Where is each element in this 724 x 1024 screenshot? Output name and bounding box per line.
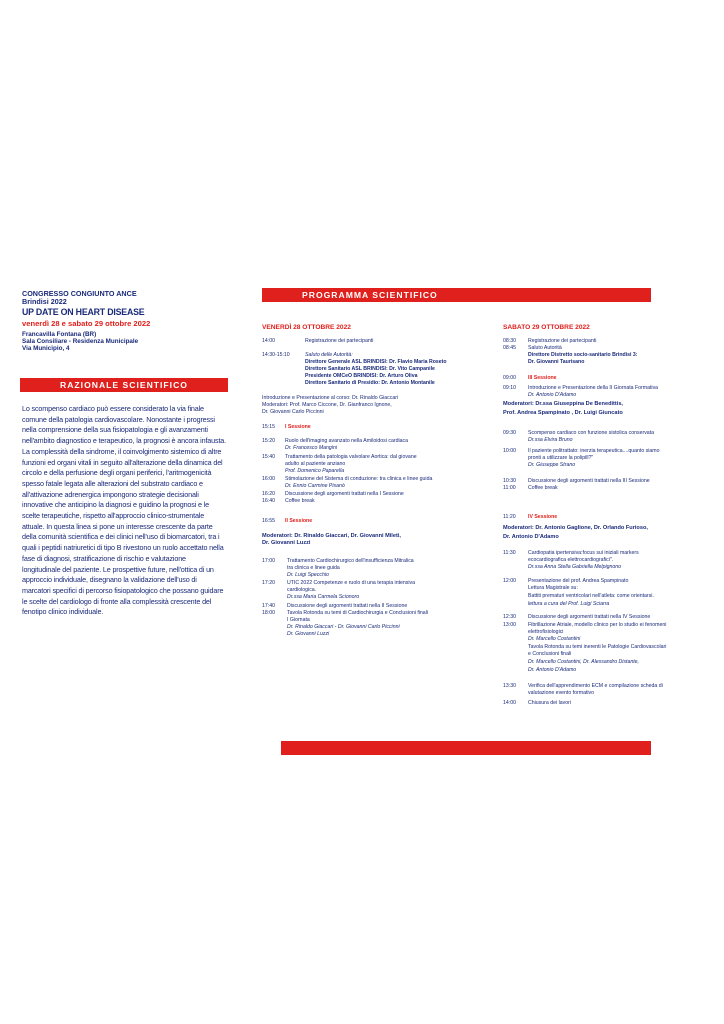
- venue-line-2: Sala Consiliare - Residenza Municipale: [22, 338, 139, 345]
- programma-heading: [262, 288, 651, 302]
- sat-speaker-5: Dr. Giuseppe Strano: [528, 462, 576, 468]
- sat-item-11c: Tavola Rotonda su temi inerenti le Patologie Cardiovascolari: [528, 644, 667, 650]
- fri-moderators-2a: Moderatori: Dr. Rinaldo Giaccari, Dr. Giovanni Mileti,: [262, 533, 401, 539]
- fri-moderators-2b: Dr. Giovanni Luzzi: [262, 540, 311, 546]
- sat-item-12b: valutazione evento formativo: [528, 690, 595, 696]
- razionale-heading: RAZIONALE SCIENTIFICO: [20, 378, 228, 392]
- fri-time-3: 15:20: [262, 438, 275, 444]
- event-title: UP DATE ON HEART DISEASE: [22, 307, 145, 317]
- fri-moderators-1a: Moderatori: Prof. Marco Ciccone, Dr. Gianfranco Ignone,: [262, 402, 392, 408]
- sat-authority-1: Direttore Distretto socio-sanitario Brindisi 3:: [528, 352, 638, 358]
- sat-moderators-4b: Dr. Antonio D'Adamo: [503, 534, 559, 540]
- sat-speaker-11a: Dr. Marcello Costantini: [528, 636, 581, 642]
- sat-time-2: 08:45: [503, 345, 516, 351]
- fri-authority-3: Presidente OMCeO BRINDISI: Dr. Arturo Oliva: [305, 373, 418, 379]
- sat-s3-time: 09:00: [503, 375, 516, 381]
- fri-speaker-9: Dr.ssa Maria Carmela Scionoro: [287, 594, 360, 600]
- sat-item-10: Discussione degli argomenti trattati nella IV Sessione: [528, 614, 651, 620]
- sat-item-1: Registrazione dei partecipanti: [528, 338, 597, 344]
- footer-band: [281, 741, 651, 755]
- fri-time-9: 17:20: [262, 580, 275, 586]
- fri-speaker-4: Prof. Domenico Paparella: [285, 468, 345, 474]
- fri-time-11: 18:00: [262, 610, 275, 616]
- sat-item-9a: Presentazione del prof. Andrea Spampinato: [528, 578, 629, 584]
- sat-item-2: Saluto Autorità: [528, 345, 562, 351]
- fri-item-11b: I Giornata: [287, 617, 310, 623]
- sat-speaker-4: Dr.ssa Elvira Bruno: [528, 437, 573, 443]
- fri-intro: Introduzione e Presentazione al corso: Dr. Rinaldo Giaccari: [262, 395, 399, 401]
- friday-title: VENERDÌ 28 OTTOBRE 2022: [262, 324, 351, 331]
- sat-item-9c: Battiti prematuri ventricolari nell'atleta: come orientarsi.: [528, 593, 654, 599]
- fri-item-4b: adulto al paziente anziano: [285, 461, 346, 467]
- fri-item-2: Saluto delle Autorità:: [305, 352, 353, 358]
- fri-speaker-8: Dr. Luigi Specchio: [287, 572, 329, 578]
- sat-time-3: 09:10: [503, 385, 516, 391]
- sat-item-13: Chiusura dei lavori: [528, 700, 571, 706]
- sat-item-9d: lettura a cura del Prof. Luigi Sciarra: [528, 601, 610, 607]
- fri-speaker-3: Dr. Francesco Mangini: [285, 445, 337, 451]
- fri-time-5: 16:00: [262, 476, 275, 482]
- sat-session-4: IV Sessione: [528, 514, 558, 520]
- sat-item-11d: e Conclusioni finali: [528, 651, 572, 657]
- sat-moderators-3a: Moderatori: Dr.ssa Giuseppina De Benedittis,: [503, 401, 623, 407]
- fri-item-5: Stimolazione del Sistema di conduzione: tra clinica e linee guida: [285, 476, 433, 482]
- fri-item-7: Coffee break: [285, 498, 315, 504]
- fri-item-6: Discussione degli argomenti trattati nella I Sessione: [285, 491, 404, 497]
- sat-item-5b: pronti a utilizzare la polipill?": [528, 455, 594, 461]
- sat-time-11: 13:00: [503, 622, 516, 628]
- sat-item-7: Coffee break: [528, 485, 558, 491]
- sat-session-3: III Sessione: [528, 375, 557, 381]
- fri-authority-2: Direttore Sanitario ASL BRINDISI: Dr. Vito Campanile: [305, 366, 435, 372]
- fri-time-1: 14:00: [262, 338, 275, 344]
- sat-speaker-8: Dr.ssa Anna Stella Gabriella Melpignono: [528, 564, 622, 570]
- fri-s1-time: 15:15: [262, 424, 275, 430]
- sat-time-7: 11:00: [503, 485, 516, 491]
- sat-item-8a: Cardiopatia ipertensiva:focus sui iniziali markers: [528, 550, 639, 556]
- fri-speaker-11a: Dr. Rinaldo Giaccari - Dr. Giovanni Carlo Piccinni: [287, 624, 400, 630]
- sat-item-8b: ecocardiografica elettrocardiografici".: [528, 557, 614, 563]
- sat-time-13: 14:00: [503, 700, 516, 706]
- venue-line-1: Francavilla Fontana (BR): [22, 331, 97, 338]
- sat-s4-time: 11:20: [503, 514, 516, 520]
- fri-time-2: 14:30-15:10: [262, 352, 290, 358]
- sat-item-6: Discussione degli argomenti trattati nella III Sessione: [528, 478, 650, 484]
- venue-line-3: Via Municipio, 4: [22, 345, 70, 352]
- congress-name: CONGRESSO CONGIUNTO ANCE: [22, 289, 137, 298]
- fri-item-11a: Tavola Rotonda su temi di Cardiochirurgia e Conclusioni finali: [287, 610, 428, 616]
- sat-time-1: 08:30: [503, 338, 516, 344]
- sat-item-4: Scompenso cardiaco con funzione sistolica conservata: [528, 430, 655, 436]
- fri-moderators-1b: Dr. Giovanni Carlo Piccinni: [262, 409, 324, 415]
- fri-time-4: 15:40: [262, 454, 275, 460]
- sat-time-6: 10:30: [503, 478, 516, 484]
- fri-item-8a: Trattamento Cardiochirurgico dell'insufficienza Mitralica: [287, 558, 414, 564]
- programma-heading-label: PROGRAMMA SCIENTIFICO: [302, 290, 438, 300]
- sat-item-9b: Lettura Magistrale su:: [528, 585, 578, 591]
- saturday-title: SABATO 29 OTTOBRE 2022: [503, 324, 590, 331]
- sat-time-9: 12:00: [503, 578, 516, 584]
- sat-time-12: 13:30: [503, 683, 516, 689]
- sat-item-12a: Verifica dell'apprendimento ECM e compilazione scheda di: [528, 683, 663, 689]
- sat-time-8: 11:30: [503, 550, 516, 556]
- sat-item-5a: Il paziente politrattato: inerzia terapeutica....quanto siamo: [528, 448, 660, 454]
- fri-session-1: I Sessione: [285, 424, 311, 430]
- fri-s2-time: 16:55: [262, 518, 275, 524]
- fri-time-8: 17:00: [262, 558, 275, 564]
- fri-item-10: Discussione degli argomenti trattati nella II Sessione: [287, 603, 408, 609]
- fri-time-6: 16:20: [262, 491, 275, 497]
- sat-time-4: 09:30: [503, 430, 516, 436]
- sat-moderators-3b: Prof. Andrea Spampinato , Dr. Luigi Giuncato: [503, 410, 623, 416]
- fri-session-2: II Sessione: [285, 518, 313, 524]
- fri-item-1: Registrazione dei partecipanti: [305, 338, 374, 344]
- sat-speaker-11b: Dr. Marcello Costantini, Dr. Alessandro Distante,: [528, 659, 639, 665]
- fri-time-7: 16:40: [262, 498, 275, 504]
- sat-speaker-3: Dr. Antonio D'Adamo: [528, 392, 577, 398]
- fri-speaker-11b: Dr. Giovanni Luzzi: [287, 631, 330, 637]
- sat-authority-2: Dr. Giovanni Taurisano: [528, 359, 585, 365]
- fri-authority-1: Direttore Generale ASL BRINDISI: Dr. Flavio Maria Roseto: [305, 359, 447, 365]
- fri-item-4a: Trattamento della patologia valvolare Aortica: dal giovane: [285, 454, 417, 460]
- fri-time-10: 17:40: [262, 603, 275, 609]
- fri-item-9b: cardiologica.: [287, 587, 317, 593]
- sat-moderators-4a: Moderatori: Dr. Antonio Gaglione, Dr. Orlando Furioso,: [503, 525, 648, 531]
- sat-item-11b: elettrofisiologici: [528, 629, 564, 635]
- sat-time-5: 10:00: [503, 448, 516, 454]
- fri-speaker-5: Dr. Ennio Carmine Pisanò: [285, 483, 345, 489]
- sat-speaker-11c: Dr. Antonio D'Adamo: [528, 667, 577, 673]
- fri-authority-4: Direttore Sanitario di Presidio: Dr. Antonio Montanile: [305, 380, 435, 386]
- fri-item-9a: UTIC 2022 Competenze e ruolo di una terapia intensiva: [287, 580, 416, 586]
- fri-item-3: Ruolo dell'imaging avanzato nella Amiloidosi cardiaca: [285, 438, 408, 444]
- sat-item-3: Introduzione e Presentazione della II Giornata Formativa: [528, 385, 659, 391]
- razionale-text: Lo scompenso cardiaco può essere considerato la via finale comune della patologia cardiovascolare. Nonostante i progressi nella comprensione della sua fisiopatologia e gli avanzamenti nell'ambito diagnostico e terapeutico, la prognosi è ancora infausta. La complessità della sindrome, il coinvolgimento sistemico di altre funzioni ed organi vitali in seguito all'alterazione della dinamica del circolo e della perfusione degli organi periferici, l'aritmogenicità spesso fatale legata alle alterazioni del substrato cardiaco e all'attivazione adrenergica impongono strategie decisionali innovative che anticipino la diagnosi e guidino la prognosi e le scelte terapeutiche, rispetto all'approccio clinico-strumentale attuale. In questa linea si pone un interesse crescente da parte della comunità scientifica e dei clinici nell'uso di biomarcatori, tra i quali i peptidi natriuretici di tipo B rivestono un ruolo accettato nella fase di diagnosi, stratificazione di rischio e valutazione longitudinale del paziente. Le prospettive future, nell'ottica di un approccio individuale, disegnano la validazione dell'uso di marcatori specifici di percorso fisiopatologico che possano guidare le scelte del cardiologo di fronte alla complessità crescente del fenotipo clinico individuale.: [22, 404, 226, 617]
- congress-city: Brindisi 2022: [22, 297, 67, 306]
- sat-time-10: 12:30: [503, 614, 516, 620]
- event-dates: venerdì 28 e sabato 29 ottobre 2022: [22, 319, 151, 328]
- sat-item-11a: Fibrillazione Atriale, modello clinico per lo studio ei fenomeni: [528, 622, 667, 628]
- fri-item-8b: tra clinica e linee guida: [287, 565, 340, 571]
